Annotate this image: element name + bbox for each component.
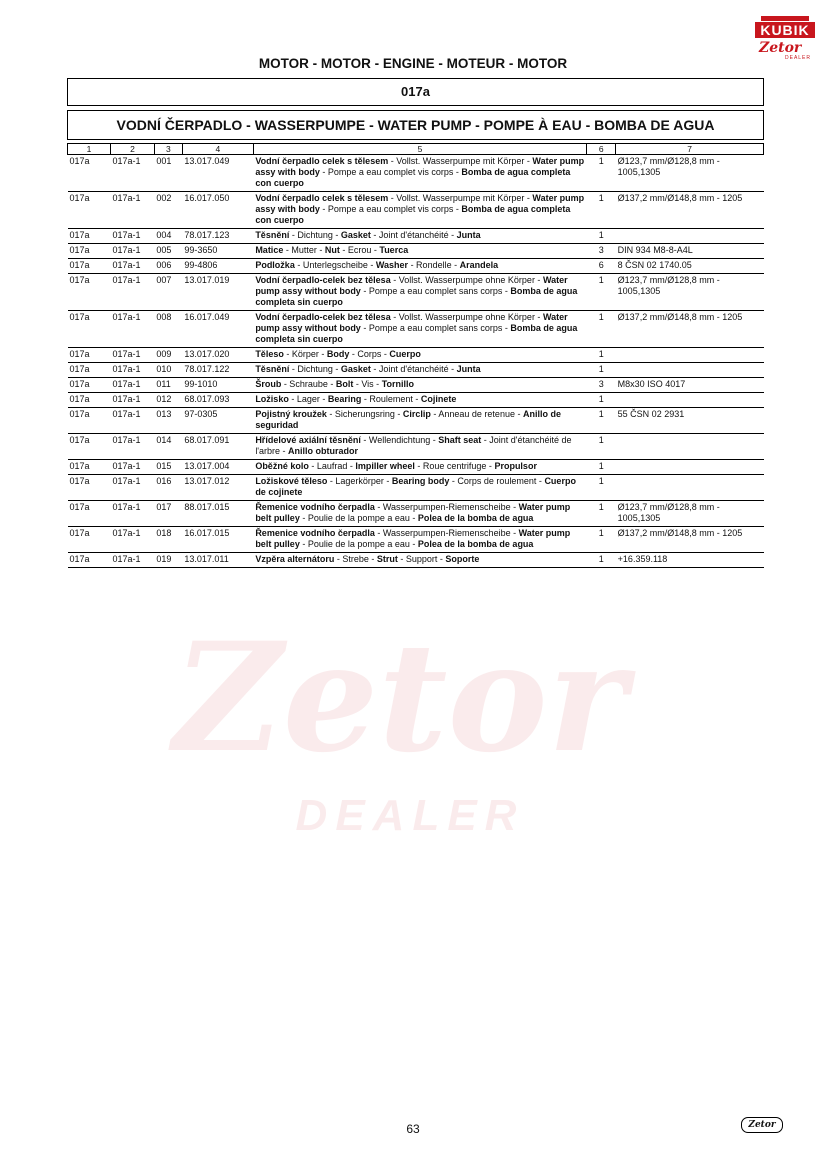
description-key-term: Water pump belt pulley bbox=[255, 502, 571, 523]
description-key-term: Polea de la bomba de agua bbox=[417, 513, 534, 523]
description-key-term: Shaft seat bbox=[438, 435, 482, 445]
description-text: - Vis - bbox=[353, 379, 382, 389]
kubik-logo bbox=[755, 14, 815, 62]
table-row bbox=[68, 244, 764, 259]
position: 010 bbox=[154, 363, 182, 378]
column-header: 6 bbox=[587, 144, 616, 155]
group-code: 017a bbox=[68, 155, 111, 192]
sub-group: 017a-1 bbox=[110, 311, 154, 348]
column-header: 3 bbox=[154, 144, 182, 155]
part-number: 99-3650 bbox=[182, 244, 253, 259]
group-code: 017a bbox=[68, 229, 111, 244]
table-row bbox=[68, 259, 764, 274]
part-number: 13.017.019 bbox=[182, 274, 253, 311]
description-text: - Poulie de la pompe a eau - bbox=[299, 539, 418, 549]
part-number: 13.017.049 bbox=[182, 155, 253, 192]
watermark-brand: Zetor bbox=[173, 610, 627, 786]
description-key-term: Řemenice vodního čerpadla bbox=[255, 528, 375, 538]
quantity: 3 bbox=[587, 378, 616, 393]
description-key-term: Vodní čerpadlo-celek bez tělesa bbox=[255, 312, 391, 322]
note: 55 ČSN 02 2931 bbox=[616, 408, 764, 434]
description-text: - Dichtung - bbox=[289, 230, 341, 240]
group-code: 017a bbox=[68, 408, 111, 434]
part-number: 88.017.015 bbox=[182, 501, 253, 527]
part-number: 99-1010 bbox=[182, 378, 253, 393]
description-text: - Roue centrifuge - bbox=[414, 461, 495, 471]
description-key-term: Matice bbox=[255, 245, 284, 255]
table-row bbox=[68, 155, 764, 192]
description-key-term: Gasket bbox=[340, 364, 371, 374]
description-key-term: Cuerpo de cojinete bbox=[255, 476, 576, 497]
description-key-term: Ložiskové těleso bbox=[255, 476, 328, 486]
part-number: 99-4806 bbox=[182, 259, 253, 274]
description-key-term: Junta bbox=[456, 230, 481, 240]
part-description bbox=[253, 363, 586, 378]
note: Ø123,7 mm/Ø128,8 mm - 1005,1305 bbox=[616, 155, 764, 192]
sub-group: 017a-1 bbox=[110, 378, 154, 393]
description-key-term: Bolt bbox=[335, 379, 354, 389]
position: 015 bbox=[154, 460, 182, 475]
part-number: 68.017.093 bbox=[182, 393, 253, 408]
description-text: - Strebe - bbox=[334, 554, 377, 564]
description-text: - Pompe a eau complet vis corps - bbox=[319, 204, 462, 214]
part-description bbox=[253, 244, 586, 259]
description-text: - Laufrad - bbox=[308, 461, 356, 471]
note bbox=[616, 434, 764, 460]
note: DIN 934 M8-8-A4L bbox=[616, 244, 764, 259]
table-row bbox=[68, 475, 764, 501]
description-text: - Joint d'étanchéité - bbox=[370, 230, 457, 240]
position: 013 bbox=[154, 408, 182, 434]
description-key-term: Těsnění bbox=[255, 230, 290, 240]
quantity: 1 bbox=[587, 460, 616, 475]
description-key-term: Tornillo bbox=[381, 379, 415, 389]
page-title: MOTOR - MOTOR - ENGINE - MOTEUR - MOTOR bbox=[258, 56, 568, 71]
description-text: - Sicherungsring - bbox=[326, 409, 403, 419]
note: +16.359.118 bbox=[616, 553, 764, 568]
description-key-term: Anillo de seguridad bbox=[255, 409, 561, 430]
group-code: 017a bbox=[68, 348, 111, 363]
table-row bbox=[68, 378, 764, 393]
parts-table bbox=[67, 143, 764, 568]
description-key-term: Water pump assy without body bbox=[255, 275, 568, 296]
sub-group: 017a-1 bbox=[110, 192, 154, 229]
description-key-term: Arandela bbox=[459, 260, 499, 270]
part-number: 13.017.012 bbox=[182, 475, 253, 501]
part-number: 68.017.091 bbox=[182, 434, 253, 460]
description-key-term: Vodní čerpadlo celek s tělesem bbox=[255, 156, 389, 166]
description-text: - Ecrou - bbox=[339, 245, 380, 255]
description-text: - Corps de roulement - bbox=[449, 476, 545, 486]
description-text: - Vollst. Wasserpumpe ohne Körper - bbox=[390, 312, 543, 322]
description-text: - Vollst. Wasserpumpe mit Körper - bbox=[388, 193, 533, 203]
table-row bbox=[68, 501, 764, 527]
quantity: 1 bbox=[587, 393, 616, 408]
part-number: 16.017.049 bbox=[182, 311, 253, 348]
description-key-term: Water pump assy without body bbox=[255, 312, 568, 333]
description-key-term: Oběžné kolo bbox=[255, 461, 309, 471]
footer-zetor-logo: Zetor bbox=[741, 1117, 783, 1133]
column-header: 5 bbox=[253, 144, 586, 155]
description-text: - Anneau de retenue - bbox=[430, 409, 523, 419]
description-text: - Mutter - bbox=[283, 245, 325, 255]
group-code: 017a bbox=[68, 460, 111, 475]
table-row bbox=[68, 363, 764, 378]
description-text: - Dichtung - bbox=[289, 364, 341, 374]
table-header-row bbox=[68, 144, 764, 155]
table-row bbox=[68, 527, 764, 553]
quantity: 1 bbox=[587, 348, 616, 363]
part-description bbox=[253, 527, 586, 553]
part-description bbox=[253, 311, 586, 348]
group-code: 017a bbox=[68, 259, 111, 274]
note bbox=[616, 229, 764, 244]
part-description bbox=[253, 259, 586, 274]
table-row bbox=[68, 408, 764, 434]
position: 005 bbox=[154, 244, 182, 259]
description-text: - Joint d'étanchéité - bbox=[370, 364, 457, 374]
note: Ø137,2 mm/Ø148,8 mm - 1205 bbox=[616, 311, 764, 348]
page-number: 63 bbox=[406, 1122, 420, 1136]
sub-group: 017a-1 bbox=[110, 259, 154, 274]
position: 019 bbox=[154, 553, 182, 568]
description-text: - Unterlegscheibe - bbox=[294, 260, 376, 270]
description-text: - Körper - bbox=[283, 349, 327, 359]
part-description bbox=[253, 553, 586, 568]
part-number: 13.017.004 bbox=[182, 460, 253, 475]
description-key-term: Impiller wheel bbox=[355, 461, 415, 471]
position: 011 bbox=[154, 378, 182, 393]
quantity: 1 bbox=[587, 274, 616, 311]
table-row bbox=[68, 553, 764, 568]
description-key-term: Vodní čerpadlo celek s tělesem bbox=[255, 193, 389, 203]
sub-group: 017a-1 bbox=[110, 363, 154, 378]
description-key-term: Cuerpo bbox=[389, 349, 421, 359]
sub-group: 017a-1 bbox=[110, 408, 154, 434]
description-text: - Pompe a eau complet vis corps - bbox=[319, 167, 462, 177]
description-text: - Wellendichtung - bbox=[360, 435, 439, 445]
logo-zetor: Zetor bbox=[759, 40, 802, 56]
position: 002 bbox=[154, 192, 182, 229]
description-key-term: Těleso bbox=[255, 349, 284, 359]
table-row bbox=[68, 460, 764, 475]
part-number: 13.017.011 bbox=[182, 553, 253, 568]
group-code: 017a bbox=[68, 501, 111, 527]
description-key-term: Strut bbox=[376, 554, 398, 564]
description-key-term: Body bbox=[326, 349, 350, 359]
column-header: 2 bbox=[110, 144, 154, 155]
sub-group: 017a-1 bbox=[110, 155, 154, 192]
quantity: 1 bbox=[587, 434, 616, 460]
description-text: - Support - bbox=[397, 554, 446, 564]
watermark-dealer: DEALER bbox=[295, 791, 525, 840]
quantity: 1 bbox=[587, 527, 616, 553]
sub-group: 017a-1 bbox=[110, 475, 154, 501]
description-key-term: Hřídelové axiální těsnění bbox=[255, 435, 361, 445]
quantity: 1 bbox=[587, 192, 616, 229]
quantity: 1 bbox=[587, 475, 616, 501]
description-key-term: Šroub bbox=[255, 379, 282, 389]
quantity: 1 bbox=[587, 363, 616, 378]
table-row bbox=[68, 348, 764, 363]
description-text: - Rondelle - bbox=[408, 260, 460, 270]
part-number: 78.017.122 bbox=[182, 363, 253, 378]
description-text: - Pompe a eau complet sans corps - bbox=[360, 286, 511, 296]
position: 006 bbox=[154, 259, 182, 274]
part-description bbox=[253, 460, 586, 475]
position: 014 bbox=[154, 434, 182, 460]
description-key-term: Washer bbox=[375, 260, 409, 270]
note: M8x30 ISO 4017 bbox=[616, 378, 764, 393]
description-text: - Vollst. Wasserpumpe mit Körper - bbox=[388, 156, 533, 166]
description-key-term: Propulsor bbox=[494, 461, 537, 471]
position: 018 bbox=[154, 527, 182, 553]
group-code: 017a bbox=[68, 527, 111, 553]
position: 001 bbox=[154, 155, 182, 192]
part-description bbox=[253, 501, 586, 527]
note: Ø123,7 mm/Ø128,8 mm - 1005,1305 bbox=[616, 274, 764, 311]
section-code: 017a bbox=[67, 78, 764, 106]
description-text: - Schraube - bbox=[281, 379, 336, 389]
group-code: 017a bbox=[68, 244, 111, 259]
quantity: 6 bbox=[587, 259, 616, 274]
logo-brand: KUBIK bbox=[755, 22, 815, 38]
description-key-term: Anillo obturador bbox=[288, 446, 359, 456]
description-key-term: Circlip bbox=[402, 409, 431, 419]
description-key-term: Polea de la bomba de agua bbox=[417, 539, 534, 549]
part-description bbox=[253, 348, 586, 363]
description-key-term: Gasket bbox=[340, 230, 371, 240]
note bbox=[616, 363, 764, 378]
description-key-term: Ložisko bbox=[255, 394, 289, 404]
description-text: - Vollst. Wasserpumpe ohne Körper - bbox=[390, 275, 543, 285]
position: 009 bbox=[154, 348, 182, 363]
part-description bbox=[253, 192, 586, 229]
sub-group: 017a-1 bbox=[110, 527, 154, 553]
part-description bbox=[253, 155, 586, 192]
description-key-term: Tuerca bbox=[379, 245, 409, 255]
zetor-dealer-watermark bbox=[140, 600, 660, 850]
position: 007 bbox=[154, 274, 182, 311]
description-key-term: Podložka bbox=[255, 260, 295, 270]
description-key-term: Vodní čerpadlo-celek bez tělesa bbox=[255, 275, 391, 285]
description-key-term: Nut bbox=[324, 245, 340, 255]
column-header: 7 bbox=[616, 144, 764, 155]
position: 016 bbox=[154, 475, 182, 501]
logo-bar bbox=[761, 16, 809, 21]
part-description bbox=[253, 434, 586, 460]
position: 004 bbox=[154, 229, 182, 244]
part-description bbox=[253, 378, 586, 393]
description-text: - Joint d'étanchéité de l'arbre - bbox=[255, 435, 572, 456]
table-row bbox=[68, 274, 764, 311]
description-key-term: Bearing body bbox=[391, 476, 450, 486]
group-code: 017a bbox=[68, 393, 111, 408]
description-key-term: Pojistný kroužek bbox=[255, 409, 327, 419]
column-header: 1 bbox=[68, 144, 111, 155]
column-header: 4 bbox=[182, 144, 253, 155]
table-row bbox=[68, 434, 764, 460]
sub-group: 017a-1 bbox=[110, 274, 154, 311]
quantity: 1 bbox=[587, 229, 616, 244]
table-row bbox=[68, 192, 764, 229]
description-text: - Lagerkörper - bbox=[327, 476, 392, 486]
sub-group: 017a-1 bbox=[110, 460, 154, 475]
group-code: 017a bbox=[68, 311, 111, 348]
part-number: 13.017.020 bbox=[182, 348, 253, 363]
position: 017 bbox=[154, 501, 182, 527]
description-key-term: Bomba de agua completa con cuerpo bbox=[255, 204, 571, 225]
description-key-term: Soporte bbox=[445, 554, 480, 564]
part-number: 78.017.123 bbox=[182, 229, 253, 244]
description-key-term: Těsnění bbox=[255, 364, 290, 374]
part-description bbox=[253, 229, 586, 244]
part-number: 97-0305 bbox=[182, 408, 253, 434]
parts-table-body bbox=[68, 155, 764, 568]
sub-group: 017a-1 bbox=[110, 501, 154, 527]
sub-group: 017a-1 bbox=[110, 348, 154, 363]
group-code: 017a bbox=[68, 363, 111, 378]
quantity: 3 bbox=[587, 244, 616, 259]
note: Ø137,2 mm/Ø148,8 mm - 1205 bbox=[616, 192, 764, 229]
position: 012 bbox=[154, 393, 182, 408]
note: 8 ČSN 02 1740.05 bbox=[616, 259, 764, 274]
note bbox=[616, 460, 764, 475]
description-key-term: Junta bbox=[456, 364, 481, 374]
quantity: 1 bbox=[587, 311, 616, 348]
note: Ø123,7 mm/Ø128,8 mm - 1005,1305 bbox=[616, 501, 764, 527]
description-key-term: Bearing bbox=[327, 394, 362, 404]
quantity: 1 bbox=[587, 553, 616, 568]
description-text: - Wasserpumpen-Riemenscheibe - bbox=[374, 528, 519, 538]
description-text: - Corps - bbox=[349, 349, 390, 359]
part-number: 16.017.050 bbox=[182, 192, 253, 229]
logo-dealer: DEALER bbox=[785, 55, 812, 61]
note bbox=[616, 348, 764, 363]
table-row bbox=[68, 229, 764, 244]
description-key-term: Water pump assy with body bbox=[255, 156, 585, 177]
quantity: 1 bbox=[587, 408, 616, 434]
group-code: 017a bbox=[68, 553, 111, 568]
part-description bbox=[253, 274, 586, 311]
group-title: VODNÍ ČERPADLO - WASSERPUMPE - WATER PUMP - POMPE À EAU - BOMBA DE AGUA bbox=[67, 110, 764, 140]
group-code: 017a bbox=[68, 475, 111, 501]
note: Ø137,2 mm/Ø148,8 mm - 1205 bbox=[616, 527, 764, 553]
description-text: - Poulie de la pompe a eau - bbox=[299, 513, 418, 523]
description-key-term: Bomba de agua completa sin cuerpo bbox=[255, 286, 578, 307]
sub-group: 017a-1 bbox=[110, 553, 154, 568]
description-key-term: Vzpěra alternátoru bbox=[255, 554, 335, 564]
part-description bbox=[253, 408, 586, 434]
description-key-term: Bomba de agua completa sin cuerpo bbox=[255, 323, 578, 344]
group-code: 017a bbox=[68, 274, 111, 311]
description-text: - Roulement - bbox=[361, 394, 421, 404]
group-code: 017a bbox=[68, 192, 111, 229]
description-key-term: Cojinete bbox=[420, 394, 457, 404]
sub-group: 017a-1 bbox=[110, 393, 154, 408]
group-code: 017a bbox=[68, 378, 111, 393]
table-row bbox=[68, 311, 764, 348]
note bbox=[616, 475, 764, 501]
group-code: 017a bbox=[68, 434, 111, 460]
sub-group: 017a-1 bbox=[110, 434, 154, 460]
part-number: 16.017.015 bbox=[182, 527, 253, 553]
description-key-term: Bomba de agua completa con cuerpo bbox=[255, 167, 571, 188]
note bbox=[616, 393, 764, 408]
description-key-term: Water pump belt pulley bbox=[255, 528, 571, 549]
description-key-term: Řemenice vodního čerpadla bbox=[255, 502, 375, 512]
table-row bbox=[68, 393, 764, 408]
description-text: - Wasserpumpen-Riemenscheibe - bbox=[374, 502, 519, 512]
position: 008 bbox=[154, 311, 182, 348]
sub-group: 017a-1 bbox=[110, 244, 154, 259]
description-text: - Lager - bbox=[288, 394, 328, 404]
part-description bbox=[253, 475, 586, 501]
description-text: - Pompe a eau complet sans corps - bbox=[360, 323, 511, 333]
sub-group: 017a-1 bbox=[110, 229, 154, 244]
quantity: 1 bbox=[587, 155, 616, 192]
description-key-term: Water pump assy with body bbox=[255, 193, 585, 214]
quantity: 1 bbox=[587, 501, 616, 527]
part-description bbox=[253, 393, 586, 408]
